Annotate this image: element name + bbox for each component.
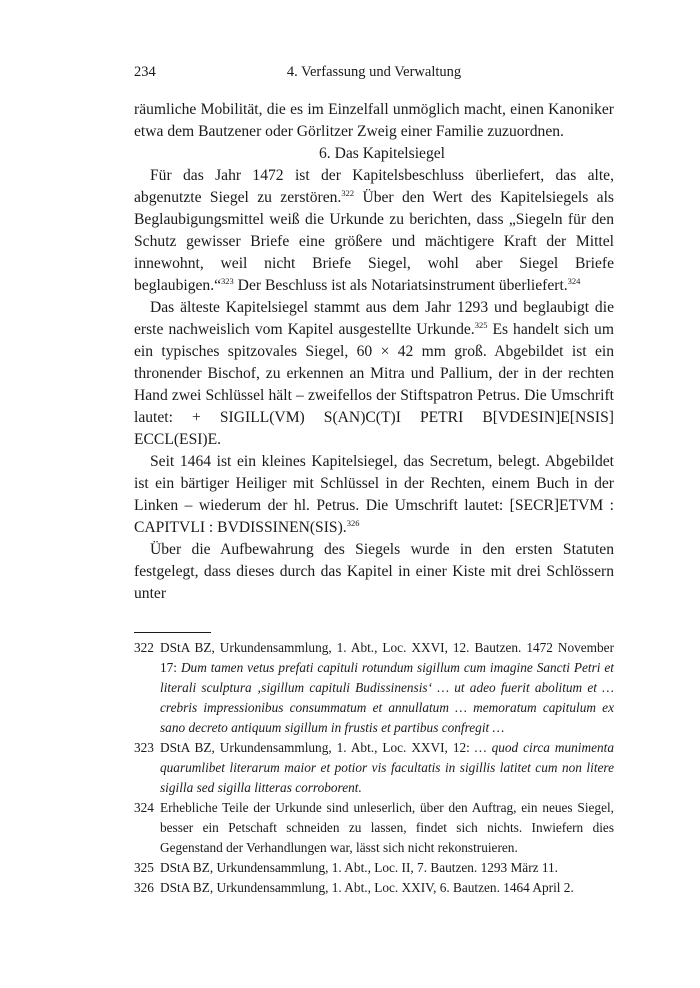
footnotes [134,638,614,898]
footnote-ref[interactable]: 325 [474,320,488,330]
footnote-quote: … quod circa munimenta quarumlibet literarum maior et potior vis facultatis in sigillis latitet cum non litere sigilla sed sigilla litteras corroborent. [160,740,614,795]
paragraph-text: Über den Wert des Kapitelsiegels als Beglaubigungsmittel weiß die Urkunde zu berichten, dass „Siegeln für den Schutz gewisser Briefe eine größere und mächtigere Kraft der Mittel innewohnt, weil nicht Briefe Siegel, wohl aber Siegel Briefe beglaubigen.“ [134,189,614,294]
footnote [134,738,614,798]
page-number: 234 [134,64,156,80]
paragraph [134,451,614,539]
section-title: 6. Das Kapitelsiegel [318,145,445,162]
footnote-ref[interactable]: 326 [346,518,360,528]
footnote [134,878,614,898]
running-head: 4. Verfassung und Verwaltung [286,64,462,80]
footnote-text: DStA BZ, Urkundensammlung, 1. Abt., Loc. XXVI, 12. Bautzen. 1472 November 17: [160,640,614,675]
footnote-text: DStA BZ, Urkundensammlung, 1. Abt., Loc. II, 7. Bautzen. 1293 März 11. [160,860,558,875]
footnote-number: 325 [134,860,154,875]
footnote-ref[interactable]: 322 [341,188,355,198]
footnote-number: 323 [134,740,154,755]
paragraph-text: räumliche Mobilität, die es im Einzelfall unmöglich macht, einen Kanoniker etwa dem Bautzener oder Görlitzer Zweig einer Familie zuzuordnen. [134,101,614,140]
paragraph-text: Der Beschluss ist als Notariatsinstrument überliefert. [233,277,568,294]
footnote-number: 324 [134,800,154,815]
footnote-number: 326 [134,880,154,895]
footnote-ref[interactable]: 324 [567,276,581,286]
footnote [134,638,614,738]
paragraph-text: Es handelt sich um ein typisches spitzovales Siegel, 60 × 42 mm groß. Abgebildet ist ein thronender Bischof, zu erkennen an Mitra und Pallium, der in der rechten Hand zwei Schlüssel hält – zweifellos der Stiftspatron Petrus. Die Umschrift lautet: + SIGILL(VM) S(AN)C(T)I PETRI B[VDESIN]E[NSIS] ECCL(ESI)E. [134,321,614,448]
body-text [134,99,614,605]
footnote-text: DStA BZ, Urkundensammlung, 1. Abt., Loc. XXIV, 6. Bautzen. 1464 April 2. [160,880,574,895]
footnote [134,858,614,878]
footnote-text: DStA BZ, Urkundensammlung, 1. Abt., Loc. XXVI, 12: [160,740,475,755]
paragraph [134,297,614,451]
footnote-quote: Dum tamen vetus prefati capituli rotundum sigillum cum imagine Sancti Petri et literali sculptura ‚sigillum capituli Budissinensis‘ … ut adeo fuerit abolitum et … crebris impressionibus consummatum et annullatum … memoratum capitulum ex sano decreto antiquum sigillum in frustis et partibus confregit … [160,660,614,735]
paragraph-text: Das älteste Kapitelsiegel stammt aus dem Jahr 1293 und beglaubigt die erste nachweislich vom Kapitel ausgestellte Urkunde. [134,299,614,338]
footnote-ref[interactable]: 323 [221,276,234,286]
paragraph [134,99,614,143]
page-header [134,64,614,84]
paragraph-text: Seit 1464 ist ein kleines Kapitelsiegel, das Secretum, belegt. Abgebildet ist ein bärtiger Heiliger mit Schlüssel in der Rechten, einem Buch in der Linken – wiederum der hl. Petrus. Die Umschrift lautet: [SECR]ETVM : CAPITVLI : BVDISSINEN(SIS). [134,453,614,536]
paragraph [134,165,614,297]
footnote-divider [134,632,211,633]
paragraph-text: Über die Aufbewahrung des Siegels wurde in den ersten Statuten festgelegt, dass dieses durch das Kapitel in einer Kiste mit drei Schlössern unter [134,541,614,602]
footnote-text: Erhebliche Teile der Urkunde sind unleserlich, über den Auftrag, ein neues Siegel, besser ein Petschaft schneiden zu lassen, findet sich nichts. Inwiefern dies Gegenstand der Verhandlungen war, lässt sich nicht rekonstruieren. [160,800,614,855]
footnote [134,798,614,858]
footnote-number: 322 [134,640,154,655]
paragraph [134,539,614,605]
paragraph-text: Für das Jahr 1472 ist der Kapitelsbeschluss überliefert, das alte, abgenutzte Siegel zu zerstören. [134,167,614,206]
